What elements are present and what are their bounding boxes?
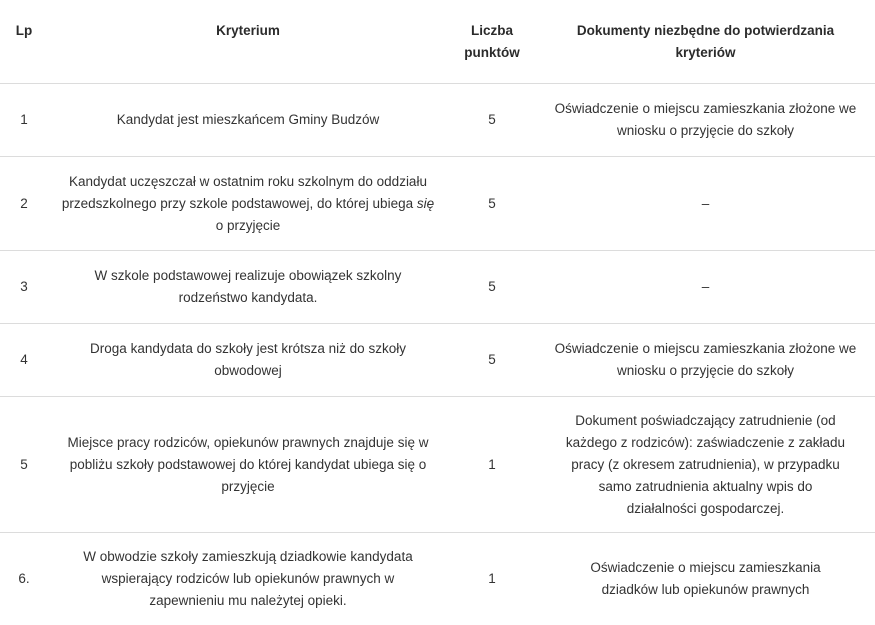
table-row	[0, 157, 875, 251]
cell-points: 5	[448, 324, 536, 397]
table-row	[0, 251, 875, 324]
cell-documents-text: Oświadczenie o miejscu zamieszkania złożone we wniosku o przyjęcie do szkoły	[554, 341, 857, 378]
cell-documents: –	[536, 251, 875, 324]
cell-criterion-text: W obwodzie szkoły zamieszkują dziadkowie kandydata wspierający rodziców lub opiekunów prawnych w zapewnieniu mu należytej opieki.	[83, 548, 413, 608]
cell-points: 5	[448, 157, 536, 251]
cell-lp: 5	[0, 397, 48, 533]
cell-points: 5	[448, 84, 536, 157]
cell-lp: 1	[0, 84, 48, 157]
cell-lp: 2	[0, 157, 48, 251]
cell-criterion	[48, 324, 448, 397]
cell-documents	[536, 533, 875, 625]
cell-documents	[536, 84, 875, 157]
table-header-row	[0, 0, 875, 84]
header-points	[448, 0, 536, 84]
cell-points: 1	[448, 397, 536, 533]
cell-documents: –	[536, 157, 875, 251]
criterion-text-italic: się	[416, 195, 435, 211]
cell-lp: 3	[0, 251, 48, 324]
cell-documents-text: Oświadczenie o miejscu zamieszkania dziadków lub opiekunów prawnych	[590, 559, 821, 597]
cell-documents-text: Oświadczenie o miejscu zamieszkania złożone we wniosku o przyjęcie do szkoły	[554, 101, 857, 138]
cell-criterion	[48, 157, 448, 251]
header-documents-label: Dokumenty niezbędne do potwierdzania kryteriów	[576, 22, 835, 60]
cell-criterion-text: W szkole podstawowej realizuje obowiązek szkolny rodzeństwo kandydata.	[94, 268, 402, 305]
cell-lp: 4	[0, 324, 48, 397]
cell-criterion-text: Droga kandydata do szkoły jest krótsza niż do szkoły obwodowej	[90, 341, 406, 378]
cell-criterion	[48, 251, 448, 324]
header-lp: Lp	[0, 0, 48, 84]
cell-criterion	[48, 397, 448, 533]
table-row	[0, 324, 875, 397]
table-row	[0, 397, 875, 533]
cell-points: 1	[488, 570, 496, 586]
header-criterion: Kryterium	[48, 0, 448, 84]
cell-documents	[536, 324, 875, 397]
table-row	[0, 84, 875, 157]
header-points-label: Liczba punktów	[464, 22, 520, 60]
table-row	[0, 533, 875, 625]
criterion-text-part: Kandydat uczęszczał w ostatnim roku szkolnym do oddziału przedszkolnego przy szkole podstawowej, do której ubiega	[61, 173, 427, 211]
cell-criterion-text: Miejsce pracy rodziców, opiekunów prawnych znajduje się w pobliżu szkoły podstawowej do której kandydat ubiega się o przyjęcie	[67, 434, 429, 494]
cell-documents-text: Dokument poświadczający zatrudnienie (od każdego z rodziców): zaświadczenie z zakładu pracy (z okresem zatrudnienia), w przypadku samo zatrudnienia aktualny wpis do działalności gospodarczej.	[565, 412, 846, 516]
cell-criterion	[48, 533, 448, 625]
criterion-text-part: o przyjęcie	[215, 217, 281, 233]
cell-criterion: Kandydat jest mieszkańcem Gminy Budzów	[48, 84, 448, 157]
cell-lp: 6.	[18, 570, 30, 586]
cell-points: 5	[448, 251, 536, 324]
cell-documents	[536, 397, 875, 533]
header-documents	[536, 0, 875, 84]
